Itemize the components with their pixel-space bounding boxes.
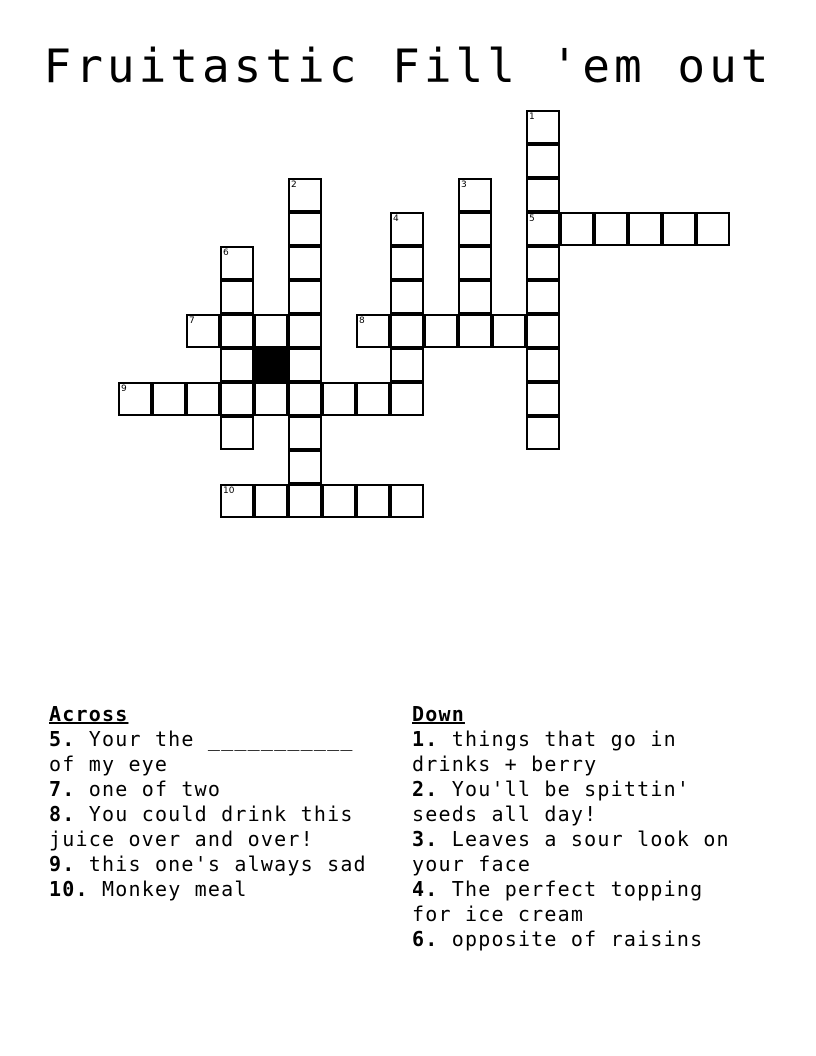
grid-cell[interactable] xyxy=(458,280,492,314)
grid-cell[interactable] xyxy=(288,246,322,280)
grid-cell[interactable] xyxy=(526,280,560,314)
grid-cell[interactable] xyxy=(526,382,560,416)
cell-number: 1 xyxy=(529,112,535,122)
grid-cell[interactable] xyxy=(288,484,322,518)
grid-cell[interactable] xyxy=(220,246,254,280)
grid-cell[interactable] xyxy=(220,382,254,416)
grid-cell[interactable] xyxy=(152,382,186,416)
grid-cell[interactable] xyxy=(356,382,390,416)
grid-cell[interactable] xyxy=(458,212,492,246)
grid-cell[interactable] xyxy=(594,212,628,246)
grid-cell[interactable] xyxy=(458,246,492,280)
grid-cell[interactable] xyxy=(662,212,696,246)
grid-cell[interactable] xyxy=(254,382,288,416)
grid-cell[interactable] xyxy=(288,178,322,212)
grid-cell[interactable] xyxy=(254,484,288,518)
grid-cell[interactable] xyxy=(390,348,424,382)
grid-cell[interactable] xyxy=(390,382,424,416)
clue-down-1: 1. things that go in drinks + berry xyxy=(412,727,677,776)
cell-number: 5 xyxy=(529,214,535,224)
grid-cell[interactable] xyxy=(390,484,424,518)
grid-cell[interactable] xyxy=(356,484,390,518)
grid-cell[interactable] xyxy=(288,212,322,246)
grid-cell[interactable] xyxy=(526,110,560,144)
grid-cell[interactable] xyxy=(356,314,390,348)
grid-cell[interactable] xyxy=(526,416,560,450)
clue-across-8: 8. You could drink this juice over and over! xyxy=(49,802,354,851)
grid-cell[interactable] xyxy=(186,314,220,348)
clue-down-4: 4. The perfect topping for ice cream xyxy=(412,877,704,926)
grid-cell[interactable] xyxy=(254,314,288,348)
grid-cell[interactable] xyxy=(220,484,254,518)
grid-cell[interactable] xyxy=(220,280,254,314)
down-clues xyxy=(412,702,752,952)
grid-cell[interactable] xyxy=(526,246,560,280)
cell-number: 6 xyxy=(223,248,229,258)
grid-cell[interactable] xyxy=(322,382,356,416)
grid-cell[interactable] xyxy=(288,314,322,348)
grid-cell[interactable] xyxy=(288,416,322,450)
grid-cell[interactable] xyxy=(458,178,492,212)
grid-cell[interactable] xyxy=(526,212,560,246)
grid-cell[interactable] xyxy=(390,280,424,314)
grid-cell[interactable] xyxy=(220,348,254,382)
grid-cell[interactable] xyxy=(322,484,356,518)
cell-number: 8 xyxy=(359,316,365,326)
clue-across-5: 5. Your the ___________ of my eye xyxy=(49,727,354,776)
cell-number: 3 xyxy=(461,180,467,190)
clue-across-9: 9. this one's always sad xyxy=(49,852,367,876)
grid-cell[interactable] xyxy=(220,314,254,348)
puzzle-title: Fruitastic Fill 'em out xyxy=(43,39,773,93)
grid-cell[interactable] xyxy=(628,212,662,246)
across-heading: Across xyxy=(49,702,129,726)
grid-cell[interactable] xyxy=(288,348,322,382)
clue-down-6: 6. opposite of raisins xyxy=(412,927,704,951)
grid-block xyxy=(254,348,288,382)
grid-cell[interactable] xyxy=(458,314,492,348)
clue-down-3: 3. Leaves a sour look on your face xyxy=(412,827,730,876)
grid-cell[interactable] xyxy=(390,212,424,246)
cell-number: 9 xyxy=(121,384,127,394)
clue-across-10: 10. Monkey meal xyxy=(49,877,248,901)
clue-across-7: 7. one of two xyxy=(49,777,222,801)
grid-cell[interactable] xyxy=(288,382,322,416)
grid-cell[interactable] xyxy=(186,382,220,416)
clue-down-2: 2. You'll be spittin' seeds all day! xyxy=(412,777,691,826)
grid-cell[interactable] xyxy=(390,314,424,348)
grid-cell[interactable] xyxy=(560,212,594,246)
grid-cell[interactable] xyxy=(526,144,560,178)
cell-number: 2 xyxy=(291,180,297,190)
cell-number: 4 xyxy=(393,214,399,224)
grid-cell[interactable] xyxy=(526,314,560,348)
grid-cell[interactable] xyxy=(220,416,254,450)
grid-cell[interactable] xyxy=(696,212,730,246)
across-clues xyxy=(49,702,389,902)
grid-cell[interactable] xyxy=(390,246,424,280)
grid-cell[interactable] xyxy=(288,450,322,484)
grid-cell[interactable] xyxy=(526,178,560,212)
grid-cell[interactable] xyxy=(424,314,458,348)
grid-cell[interactable] xyxy=(288,280,322,314)
cell-number: 10 xyxy=(223,486,235,496)
cell-number: 7 xyxy=(189,316,195,326)
down-heading: Down xyxy=(412,702,465,726)
grid-cell[interactable] xyxy=(492,314,526,348)
grid-cell[interactable] xyxy=(118,382,152,416)
grid-cell[interactable] xyxy=(526,348,560,382)
